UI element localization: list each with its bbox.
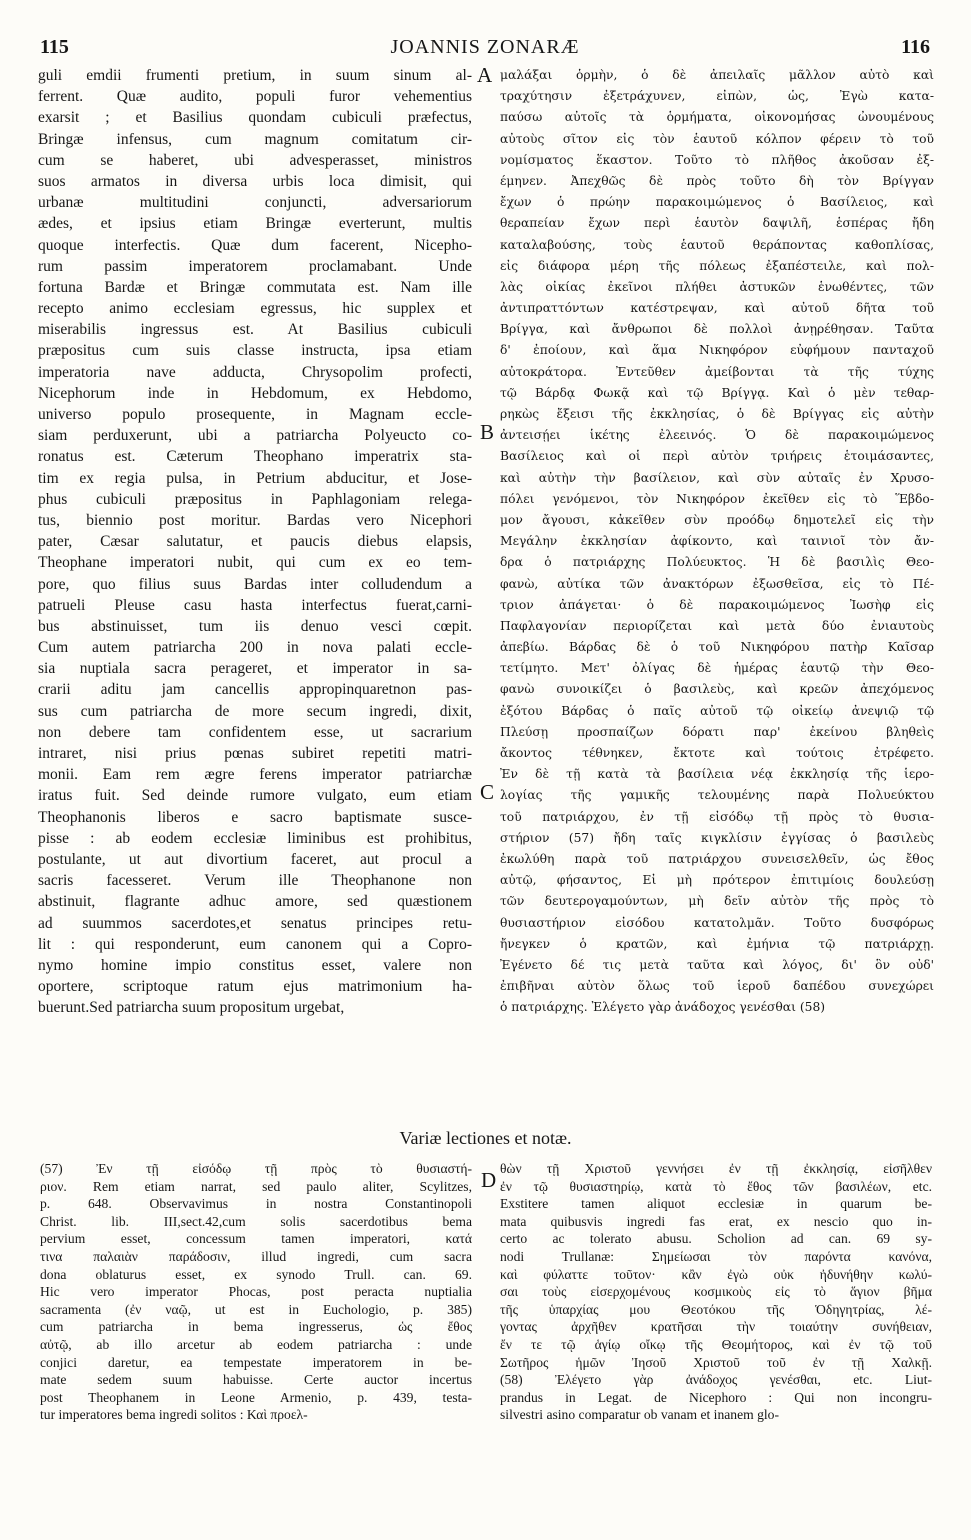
note-line: Christ. lib. III,sect.42,cum solis sacerdotibus bema <box>40 1213 472 1229</box>
latin-text-line: sia nuptiala sacra perageret, et imperator in sa- <box>38 660 472 678</box>
latin-text-line: imperatoria nave adducta, Chrysopolim profecti, <box>38 363 472 381</box>
latin-text-line: guli emdii frumenti pretium, in suum sinum al- <box>38 67 472 84</box>
greek-text-line: καὶ αὐτὴν τὴν βασίλειον, καὶ σὺν αὐταῖς ἐν Χρυσο- <box>500 470 934 485</box>
latin-text-line: fortuna Bardæ et Bringæ commutata est. Nam ille <box>38 278 472 296</box>
latin-text-line: præpositus cum suis classe instructa, ipsa etiam <box>38 342 472 360</box>
note-line: ἐν τῷ θυσιαστηρίῳ, κατὰ τὸ ἔθος τῶν βασιλέων, etc. <box>500 1178 932 1194</box>
note-line: καὶ φύλαττε τοῦτον· κἂν ἐγὼ οὐκ ἠδυνήθην κωλύ- <box>500 1266 932 1282</box>
latin-text-line: rum passim imperatorem proclamabant. Unde <box>38 257 472 275</box>
greek-text-line: ἐξότου Βάρδας ὁ παῖς αὐτοῦ τῷ οἰκείῳ ἀνεψιῷ τῷ <box>500 703 934 718</box>
latin-text-line: exarsit ; et Basilius quondam cubiculi præfectus, <box>38 109 472 127</box>
greek-text-line: ἀπεβίω. Βάρδας δὲ ὁ τοῦ Νικηφόρου πατὴρ Καῖσαρ <box>500 640 934 655</box>
greek-text-line: τριον ἀπάγεται· ὁ δὲ παρακοιμώμενος Ἰωσὴφ εἰς <box>500 597 934 612</box>
greek-text-line: μαλάξαι ὁρμὴν, ὁ δὲ ἀπειλαῖς μᾶλλον αὐτὸ καὶ <box>500 68 934 82</box>
latin-text-line: pisse : ab eodem ecclesiæ liminibus est prohibitus, <box>38 829 472 847</box>
section-marker-a: A <box>477 63 493 87</box>
greek-text-line: θεραπείαν ἔχων περὶ ἑαυτὸν δαψιλῆ, ἑσπέρας ἤδη <box>500 216 934 231</box>
right-page-number: 116 <box>901 36 930 58</box>
note-line: τινα παλαιὰν παράδοσιν, illud ingredi, cum sacra <box>40 1248 472 1264</box>
greek-text-line: τετίμητο. Μετ' ὀλίγας δὲ ἡμέρας ἑαυτῷ τὴν Θεο- <box>500 661 934 676</box>
latin-text-line: iratus fuit. Sed deinde rumore vulgato, eum etiam <box>38 787 472 805</box>
latin-text-line: ferrent. Quæ audito, populi furor vehementius <box>38 88 472 106</box>
note-line: Hic vero imperator Phocas, post peracta nuptialia <box>40 1284 472 1300</box>
greek-text-line: ἤνεγκεν ὁ κρατῶν, καὶ ἐμήνια τῷ πατριάρχῃ. <box>500 936 934 951</box>
note-line: prandus in Legat. de Nicephoro : Qui non incongru- <box>500 1389 932 1405</box>
greek-text-line: νομίσματος ἕκαστον. Τοῦτο τὸ πλῆθος ἀκοῦσαν ἐξ- <box>500 152 934 167</box>
greek-text-line: καταλαβούσης, τοὺς ἑαυτοῦ θεράποντας καθοπλίσας, <box>500 237 934 252</box>
note-line: post Theophanem in Leone Armenio, p. 439, testa- <box>40 1389 472 1405</box>
note-line: ἔν τε τῷ ἁγίῳ οἴκῳ τῆς Θεομήτορος, καὶ ἐν τῷ τοῦ <box>500 1336 932 1352</box>
greek-text-line: μον ἄγουσι, κἀκεῖθεν σὺν προόδῳ δημοτελεῖ εἰς τὴν <box>500 512 934 527</box>
greek-text-line: αὐτοκράτορα. Ἐντεῦθεν ἀμείβονται τὰ τῆς τύχης <box>500 364 934 379</box>
latin-text-line: siam perduxerunt, ubi a patriarcha Polyeucto co- <box>38 427 472 445</box>
latin-text-line: tus, biennio post moritur. Bardas vero Nicephori <box>38 511 472 529</box>
latin-text-line: monii. Eam rem ægre ferens imperator patriarchæ <box>38 766 472 784</box>
greek-text-line: λογίας τῆς γαμικῆς τελουμένης παρὰ Πολυεύκτου <box>500 788 934 803</box>
latin-text-line: bus abstinuisset, tum iis denuo vesci cœpit. <box>38 617 472 635</box>
greek-text-line: λὰς οἰκίας ἐκεῖνοι πλήθει ἀστυκῶν ἑνωθέντες, τῶν <box>500 279 934 294</box>
greek-text-line: Παφλαγονίαν περιορίζεται καὶ μετὰ δύο ἐνιαυτοὺς <box>500 618 934 633</box>
greek-text-line: παύσω αὐτοῖς τὰ ὁρμήματα, οἰκονομήσας ὠνουμένους <box>500 110 934 125</box>
latin-text-line: intraret, nisi prius pœnas subiret repetiti matri- <box>38 745 472 762</box>
latin-text-line: suos armatos in diversa urbis loca dimisit, qui <box>38 172 472 190</box>
greek-text-line: Μεγάλην ἐκκλησίαν ἀφίκοντο, καὶ ταινιοῖ τὸν ἄν- <box>500 534 934 549</box>
note-line: Exstitere tamen aliquot ecclesiæ in quarum be- <box>500 1196 932 1212</box>
greek-text-line: δρα ὁ πατριάρχης Πολύευκτος. Ἡ δὲ βασιλὶς Θεο- <box>500 555 934 570</box>
latin-text-line: nymo homine impio constitus esset, valere non <box>38 956 472 974</box>
latin-text-line: Bringæ infensus, cum magnum comitatum cir- <box>38 130 472 148</box>
note-line: conjici daretur, ea tempestate imperatorem in be- <box>40 1354 472 1370</box>
latin-text-line: recepto animo ecclesiam egressus, hic supplex et <box>38 300 472 318</box>
greek-text-line: έμηνεν. Ἀπεχθῶς δὲ πρὸς τοῦτο δὴ τὸν Βρίγγαν <box>500 173 934 188</box>
running-title: JOANNIS ZONARÆ <box>390 36 580 58</box>
note-line: (57) Ἐν τῇ εἰσόδῳ τῇ πρὸς τὸ θυσιαστή- <box>40 1161 472 1176</box>
greek-text-line: ἐπιβῆναι αὐτὸν ὅλως τοῦ ἱεροῦ δαπέδου συνεχώρει <box>500 979 934 994</box>
latin-text-line: pore, quo filius suus Bardas inter colludendum a <box>38 575 472 593</box>
greek-text-line: στήριον (57) ἤδη ταῖς κιγκλίσιν ἐγγίσας ὁ βασιλεὺς <box>500 830 934 845</box>
note-line: σαι τοὺς εἰσερχομένους κοσμικοὺς εἰς τὸ ἅγιον βῆμα <box>500 1284 932 1300</box>
greek-text-line: θυσιαστήριον εἰσόδου κατατολμᾶν. Τοῦτο δυσφόρως <box>500 915 934 930</box>
latin-text-line: miserabilis ingressus est. At Basilius cubiculi <box>38 321 472 339</box>
note-line: (58) Ἐλέγετο γὰρ ἀνάδοχος γενέσθαι, etc. Liut- <box>500 1372 932 1388</box>
greek-text-line: φανὼ συνοικίζει ὁ βασιλεὺς, καὶ κρεῶν ἀπεχόμενος <box>500 682 934 697</box>
greek-text-line: Ἐν δὲ τῇ κατὰ τὰ βασίλεια νέᾳ ἐκκλησίᾳ τῆς ἱερο- <box>500 767 934 782</box>
greek-text-line: τραχύτησιν ἐξετράχυνεν, εἰπὼν, ὡς, Ἐγὼ κατα- <box>500 89 934 104</box>
note-line: pervium esset, concessum tamen imperatori, κατά <box>40 1231 472 1247</box>
latin-text-line: buerunt.Sed patriarcha suum propositum urgebat, <box>38 999 345 1017</box>
note-line: ριον. Rem etiam narrat, sed paulo aliter, Scylitzes, <box>40 1178 472 1194</box>
left-page-number: 115 <box>40 36 69 58</box>
greek-text-line: δ' ἐποίουν, καὶ ἅμα Νικηφόρον εὐφήμουν πανταχοῦ <box>500 343 934 358</box>
greek-text-line: Βασίλειος καὶ οἱ περὶ αὐτὸν τριήρεις ἑτοιμάσαντες, <box>500 449 934 464</box>
greek-text-line: αὐτῷ, φήσαντος, Εἰ μὴ πρότερον ἐπιτιμίοις δουλεύσῃ <box>500 873 934 888</box>
greek-text-line: φανὼ, αὐτίκα τῶν ἀνακτόρων ἐξωσθεῖσα, εἰς τὸ Πέ- <box>500 576 934 591</box>
note-line: certo ac tolerato abusu. Scholion ad can. 69 sy- <box>500 1231 932 1247</box>
running-header <box>30 36 940 62</box>
greek-text-line: Πλεύσῃ προσπαίζων δόρατι παρ' ἐκείνου βληθεὶς <box>500 724 934 739</box>
latin-text-line: Theophane imperatori nubit, qui cum ex eo tem- <box>38 554 472 572</box>
notes-right-column <box>500 1160 932 1424</box>
note-line: τῆς ὑπαρχίας μου Θεοτόκου τῆς Ὁδηγητρίας, λέ- <box>500 1301 932 1317</box>
latin-text-line: tim ex regia pulsa, in Petrium abducitur, et Jose- <box>38 469 472 487</box>
greek-text-line: τῶν δευτερογαμούντων, μὴ δεῖν αὐτὸν τῆς πρὸς τὸ <box>500 894 934 909</box>
latin-text-line: sacris facesseret. Verum ille Theophanone non <box>38 872 472 890</box>
greek-text-line: Ἐγένετο δέ τις μετὰ ταῦτα καὶ λόγος, δι' ὃν οὐδ' <box>500 957 934 972</box>
greek-text-line: ρηκὼς ἔξεισι τῆς ἐκκλησίας, ὁ δὲ Βρίγγας εἰς αὐτὴν <box>500 407 934 421</box>
greek-text-line: ἔχων ὁ πρώην παρακοιμώμενος ὁ Βασίλειος, καὶ <box>500 195 934 210</box>
notes-left-column <box>40 1160 472 1424</box>
section-marker-b: B <box>480 420 495 444</box>
note-line: p. 648. Observavimus in nostra Constantinopoli <box>40 1196 472 1212</box>
note-line: Σωτῆρος ἡμῶν Ἰησοῦ Χριστοῦ τοῦ ἐν τῇ Χαλκῇ. <box>500 1354 932 1370</box>
latin-text-line: cum se haberet, ubi advesperasset, ministros <box>38 151 472 169</box>
latin-text-line: postulante, ut aut divortium faceret, aut procul a <box>38 850 472 868</box>
latin-text-line: patrueli Pleuse casu hasta interfectus fuerat,carni- <box>38 596 472 614</box>
latin-text-line: Cum autem patriarcha 200 in nova palati eccle- <box>38 639 472 657</box>
section-marker-c: C <box>480 780 495 804</box>
latin-text-line: urbanæ multitudini conjuncti, adversariorum <box>38 194 472 212</box>
note-line: mata quibusvis ingredi fas erat, ex nescio quo in- <box>500 1213 932 1229</box>
latin-text-line: lit : qui responderunt, eum canonem qui a Copro- <box>38 935 472 953</box>
greek-column <box>500 65 934 1018</box>
greek-text-line: πόλει γενόμενοι, τὸν Νικηφόρον ἐκεῖθεν εἰς τὸ Ἕβδο- <box>500 491 934 506</box>
latin-text-line: sus cum patriarcha de more secum ingredi, dixit, <box>38 702 472 720</box>
greek-text-line: εἰς διάφορα μέρη τῆς πόλεως ἐξαπέστειλε, καὶ πολ- <box>500 258 934 273</box>
greek-text-line: τῷ Βάρδᾳ Φωκᾷ καὶ τῷ Βρίγγᾳ. Καὶ ὁ μὲν τεθαρ- <box>500 385 934 400</box>
latin-text-line: ronatus est. Cæterum Theophano imperatrix sta- <box>38 448 472 466</box>
greek-text-line: ἄκοντος τέθνηκεν, ἔκτοτε καὶ τούτοις ἐτρέφετο. <box>500 746 934 760</box>
notes-heading: Variæ lectiones et notæ. <box>399 1128 572 1148</box>
latin-text-line: crarii aditu jam cancellis appropinquaretnon pas- <box>38 681 472 699</box>
latin-text-line: ad suummos sacerdotes,et senatus principes retu- <box>38 914 472 932</box>
note-line: θὼν τῇ Χριστοῦ γεννήσει ἐν τῇ ἐκκλησίᾳ, εἰσῆλθεν <box>500 1161 932 1176</box>
greek-text-line: ἐκωλύθη παρὰ τοῦ πατριάρχου συνεισελθεῖν, ὡς ἔθος <box>500 851 934 866</box>
note-line: silvestri asino comparatur ob vanam et inanem glo- <box>500 1407 779 1423</box>
greek-text-line: αὐτοὺς σῖτον εἰς τὸν ἑαυτοῦ κόλπον φέρειν τὸ τοῦ <box>500 131 934 146</box>
note-line: tur imperatores bema ingredi solitos : Καὶ προελ- <box>40 1407 308 1423</box>
latin-text-line: oportere, scriptoque ratum ejus matrimonium ha- <box>38 978 472 996</box>
latin-text-line: ædes, et ipsius etiam Bringæ everterunt, multis <box>38 215 472 233</box>
note-line: mate sedem suum habuisse. Certe auctor incertus <box>40 1372 472 1388</box>
greek-text-line: Βρίγγα, καὶ ἄνθρωποι δὲ πολλοὶ ἀνῃρέθησαν. Ταῦτα <box>500 322 934 337</box>
latin-text-line: pater, Cæsar salutatur, et paucis diebus elapsis, <box>38 533 472 551</box>
latin-text-line: universo populo prosequente, in Magnam eccle- <box>38 406 472 423</box>
latin-text-line: phus cubiculi præpositus in Paphlagoniam relega- <box>38 490 472 508</box>
note-line: γοντας ἀρχῆθεν κρατῆσαι τὴν τοιαύτην συνήθειαν, <box>500 1319 932 1335</box>
latin-text-line: abstinuit, flagrante adhuc amore, sed quæstionem <box>38 893 472 911</box>
greek-text-line: ἀντεισῄει ἱκέτης ἐλεεινός. Ὁ δὲ παρακοιμώμενος <box>500 428 934 443</box>
latin-text-line: non debere tam confidentem esse, ut sacrarium <box>38 723 472 741</box>
latin-column <box>38 65 472 1018</box>
greek-text-line: ὁ πατριάρχης. Ἐλέγετο γὰρ ἀνάδοχος γενέσθαι (58) <box>500 1000 826 1015</box>
latin-text-line: quoque interfectis. Quæ dum facerent, Nicepho- <box>38 236 472 254</box>
note-line: sacramenta (ἐν ναῷ, ut est in Euchologio, p. 385) <box>40 1301 472 1317</box>
section-marker-d: D <box>481 1168 497 1192</box>
note-line: nodi Trullanæ: Σημείωσαι τὸν παρόντα κανόνα, <box>500 1248 932 1264</box>
latin-text-line: Theophanonis liberos e sacro baptismate susce- <box>38 808 472 826</box>
note-line: dona oblaturus esset, ex synodo Trull. can. 69. <box>40 1266 472 1282</box>
greek-text-line: ἀντιπραττόντων κατέστρεψαν, καὶ αὐτοῦ δῆτα τοῦ <box>500 301 934 316</box>
note-line: αὐτῷ, ab illo arcetur ab eodem patriarcha : unde <box>40 1336 472 1352</box>
note-line: cum patriarcha in bema ingresserus, ὡς ἔθος <box>40 1319 472 1335</box>
greek-text-line: τοῦ πατριάρχου, ἐν τῇ εἰσόδῳ τῇ πρὸς τὸ θυσια- <box>500 809 934 824</box>
latin-text-line: Nicephorum inde in Hebdomum, ex Hebdomo, <box>38 384 472 402</box>
